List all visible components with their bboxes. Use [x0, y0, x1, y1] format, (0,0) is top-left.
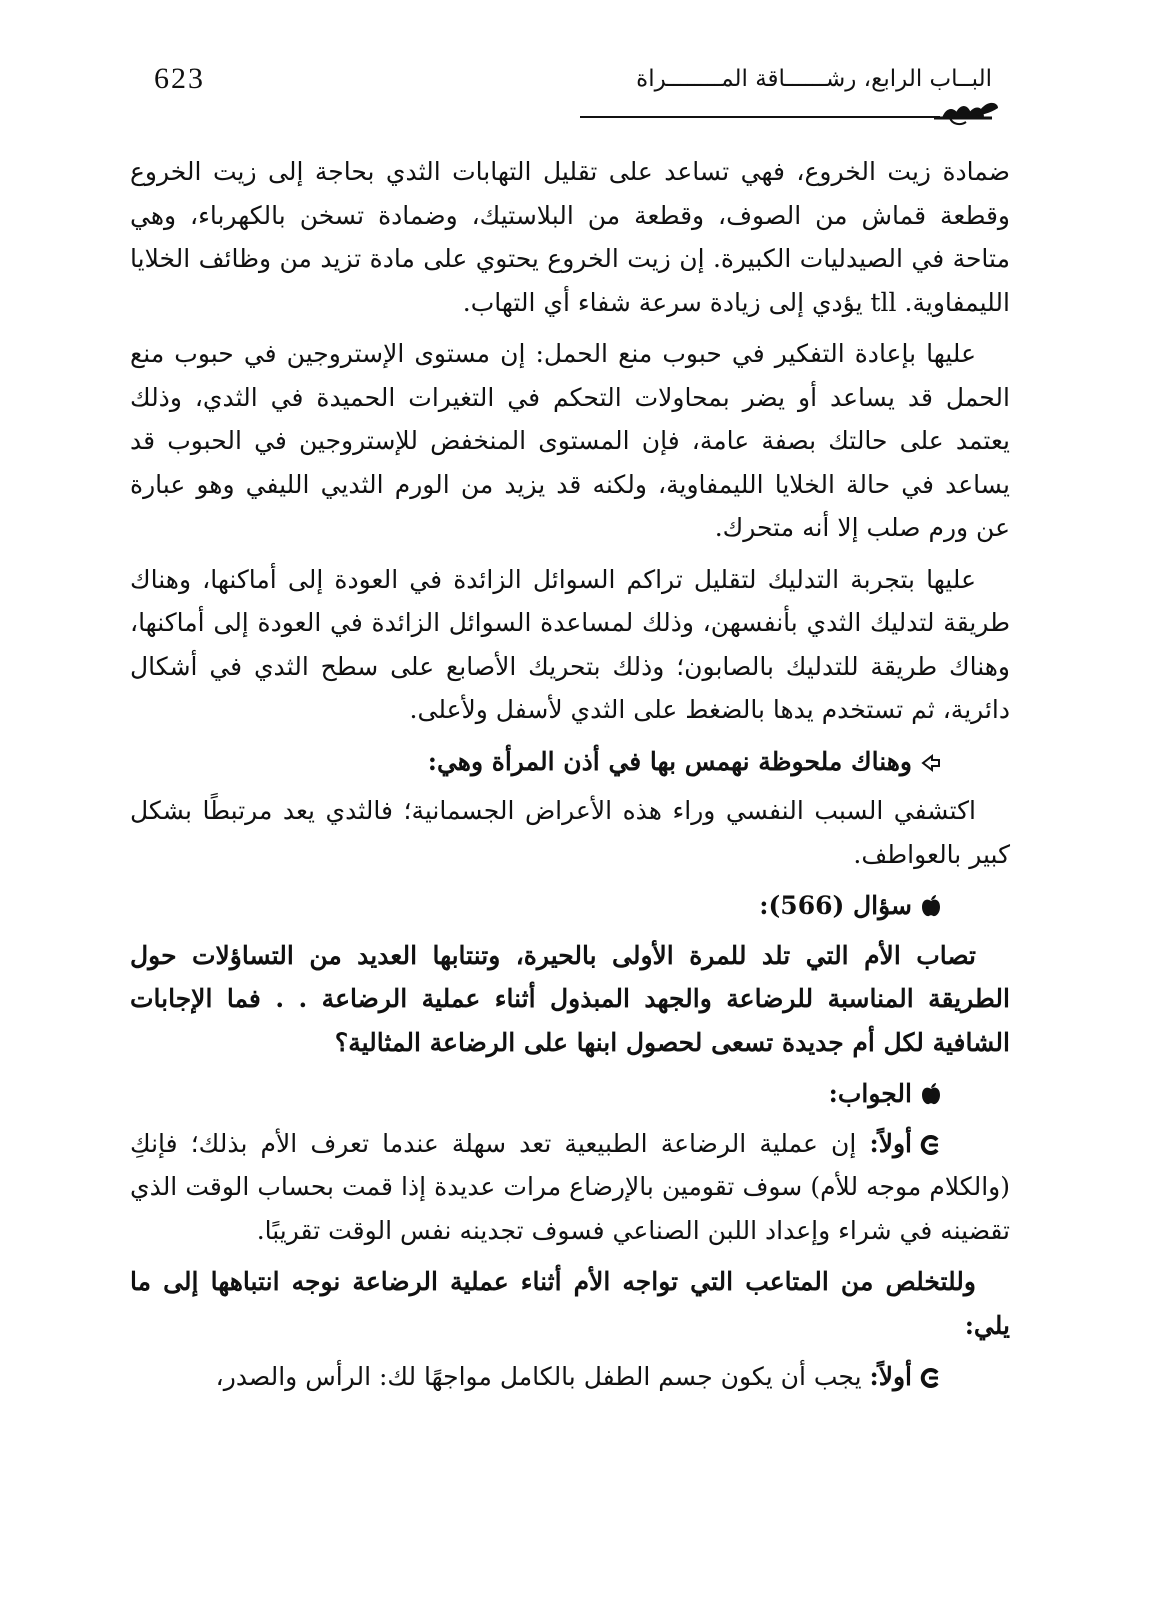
point-text: يجب أن يكون جسم الطفل بالكامل مواجهًا لك: الرأس والصدر، — [215, 1362, 862, 1391]
question-label: سؤال (566): — [759, 891, 912, 920]
paragraph: ضمادة زيت الخروع، فهي تساعد على تقليل التهابات الثدي بحاجة إلى زيت الخروع وقطعة قماش من الصوف، وقطعة من البلاستيك، وضمادة تسخن بالكهرباء، وهي متاحة في الصيدليات الكبيرة. إن زيت الخروع يحتوي على مادة تزيد من وظائف الخلايا الليمفاوية. tll يؤدي إلى زيادة سرعة شفاء أي التهاب. — [130, 157, 1010, 317]
point-label: أولاً: — [869, 1362, 912, 1391]
header-rule — [580, 116, 940, 118]
answer-point — [130, 1122, 1010, 1253]
answer-point — [130, 1355, 1010, 1399]
answer-label: الجواب: — [828, 1079, 912, 1108]
paragraph-bold: وللتخلص من المتاعب التي تواجه الأم أثناء عملية الرضاعة نوجه انتباهها إلى ما يلي: — [130, 1267, 1010, 1340]
paragraph: اكتشفي السبب النفسي وراء هذه الأعراض الجسمانية؛ فالثدي يعد مرتبطًا بشكل كبير بالعواطف. — [130, 796, 1010, 869]
page-body — [130, 150, 1010, 1399]
c-bullet-icon — [920, 1355, 976, 1399]
question-label-line — [130, 884, 1010, 928]
answer-label-line — [130, 1072, 1010, 1116]
page-header — [140, 58, 1020, 128]
point-text: إن عملية الرضاعة الطبيعية تعد سهلة عندما تعرف الأم بذلك؛ فإنكِ (والكلام موجه للأم) سوف تقومين بالإرضاع مرات عديدة إذا قمت بحساب الوقت الذي تقضينه في شراء وإعداد اللبن الصناعي فسوف تجدينه نفس الوقت تقريبًا. — [130, 1128, 1010, 1245]
point-label: أولاً: — [869, 1128, 912, 1158]
page-number: 623 — [154, 62, 205, 95]
note-heading: وهناك ملحوظة نهمس بها في أذن المرأة وهي: — [427, 746, 912, 776]
apple-icon — [920, 884, 976, 928]
question-text: تصاب الأم التي تلد للمرة الأولى بالحيرة، وتنتابها العديد من التساؤلات حول الطريقة المناسبة للرضاعة والجهد المبذول أثناء عملية الرضاعة . . فما الإجابات الشافية لكل أم جديدة تسعى لحصول ابنها على الرضاعة المثالية؟ — [130, 940, 1010, 1057]
c-bullet-icon — [920, 1122, 976, 1166]
apple-icon — [920, 1072, 976, 1116]
paragraph: عليها بإعادة التفكير في حبوب منع الحمل: إن مستوى الإستروجين في حبوب منع الحمل قد يساعد أو يضر بمحاولات التحكم في التغيرات الحميدة في الثدي، وذلك يعتمد على حالتك بصفة عامة، فإن المستوى المنخفض للإستروجين في الحبوب قد يساعد في حالة الخلايا الليمفاوية، ولكنه قد يزيد من الورم الثديي الليفي وهو عبارة عن ورم صلب إلا أنه متحرك. — [130, 339, 1010, 542]
paragraph: عليها بتجربة التدليك لتقليل تراكم السوائل الزائدة في العودة إلى أماكنها، وهناك طريقة لتدليك الثدي بأنفسهن، وذلك لمساعدة السوائل الزائدة في العودة إلى أماكنها، وهناك طريقة للتدليك بالصابون؛ وذلك بتحريك الأصابع على سطح الثدي في أشكال دائرية، ثم تستخدم يدها بالضغط على الثدي لأسفل ولأعلى. — [130, 564, 1010, 724]
hand-pointer-icon — [920, 740, 976, 784]
note-heading-line — [130, 740, 1010, 784]
leaf-ornament-icon — [932, 92, 1002, 128]
running-title: البــاب الرابع، رشــــــاقة المــــــــراة — [636, 66, 992, 92]
